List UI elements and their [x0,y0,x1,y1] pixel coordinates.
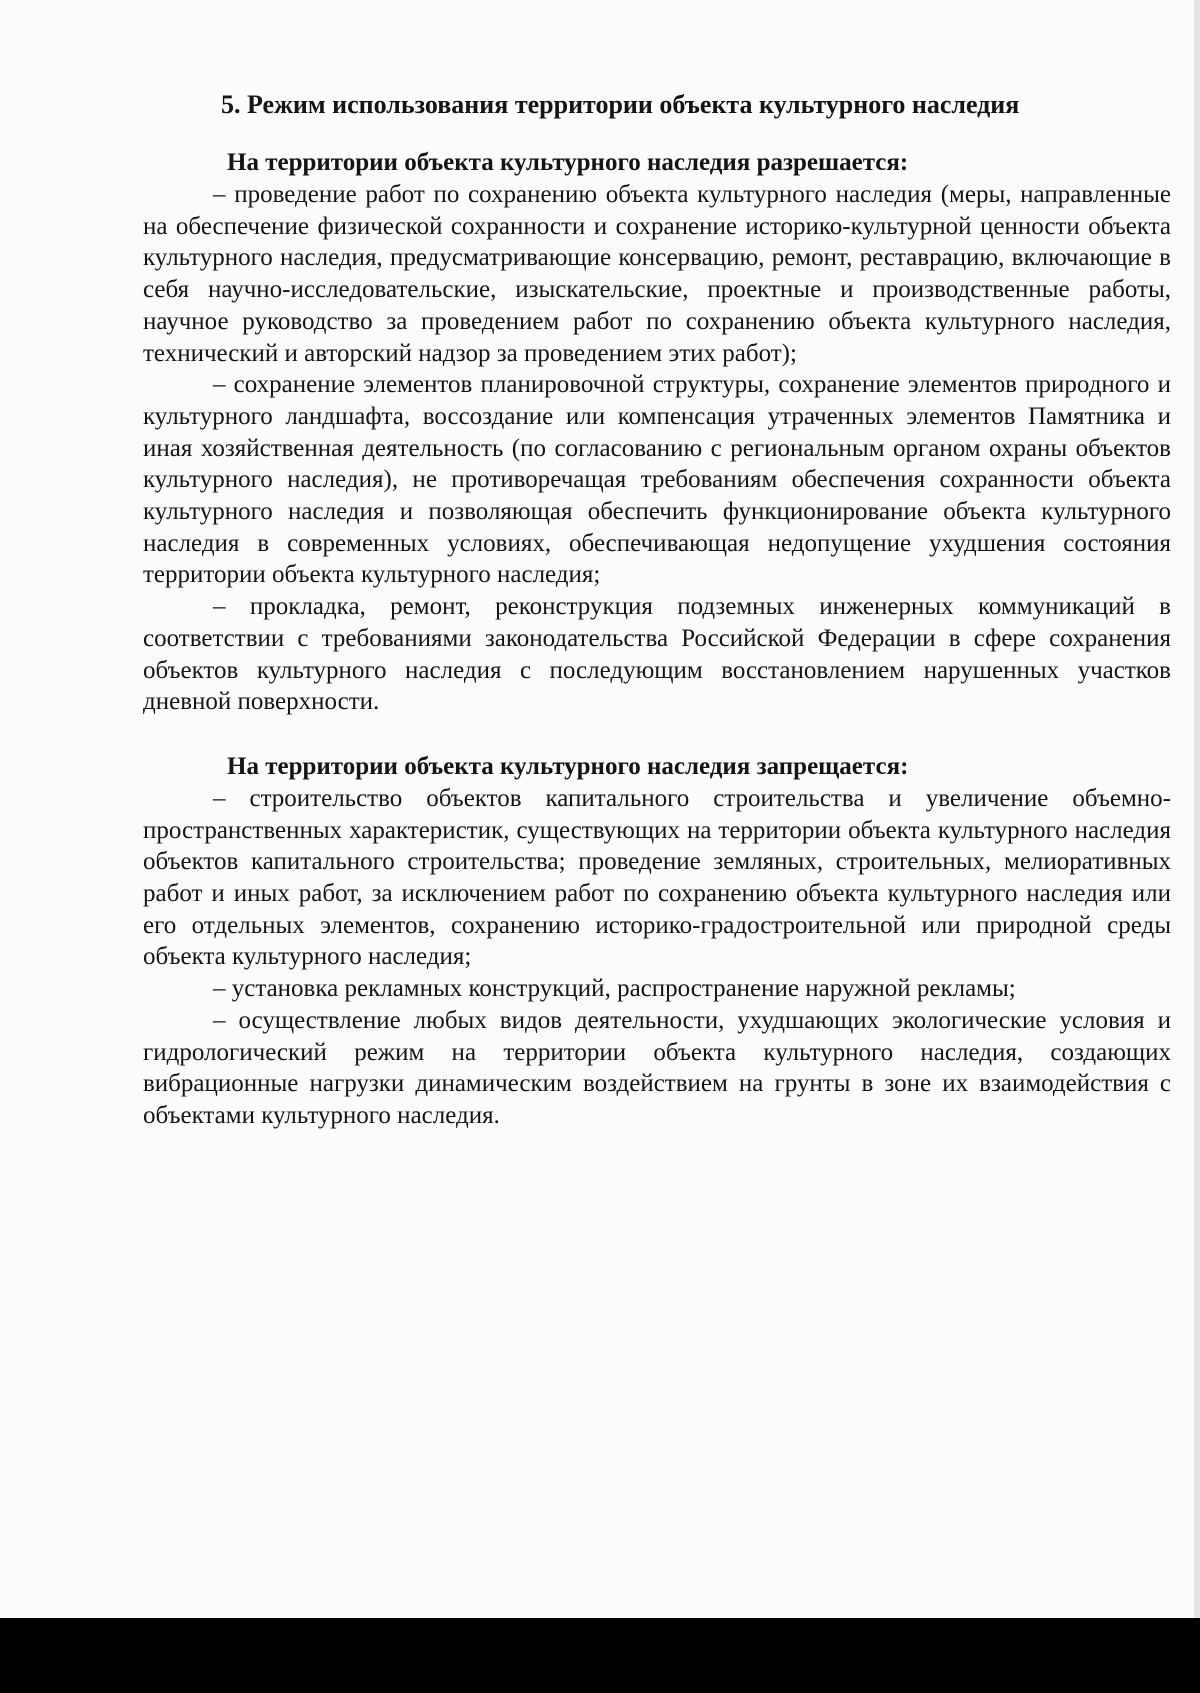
scan-right-edge [1194,0,1200,1618]
scan-bottom-border [0,1618,1200,1693]
section-title: 5. Режим использования территории объекта культурного наследия [221,90,1020,119]
allowed-item-3: – прокладка, ремонт, реконструкция подземных инженерных коммуникаций в соответствии с требованиями законодательства Российской Федерации в сфере сохранения объектов культурного наследия с последующим восстановлением нарушенных участков дневной поверхности. [143,593,1171,716]
section-gap [143,718,1171,751]
forbidden-item-1: – строительство объектов капитального строительства и увеличение объемно-пространственных характеристик, существующих на территории объекта культурного наследия объектов капитального строительства; проведение земляных, строительных, мелиоративных работ и иных работ, за исключением работ по сохранению объекта культурного наследия или его отдельных элементов, сохранению историко-градостроительной или природной среды объекта культурного наследия; [143,784,1171,971]
forbidden-item-3: – осуществление любых видов деятельности, ухудшающих экологические условия и гидрологический режим на территории объекта культурного наследия, создающих вибрационные нагрузки динамическим воздействием на грунты в зоне их взаимодействия с объектами культурного наследия. [143,1006,1171,1129]
forbidden-heading: На территории объекта культурного наследия запрещается: [227,752,909,780]
forbidden-item-2: – установка рекламных конструкций, распространение наружной рекламы; [213,975,1016,1003]
allowed-item-2: – сохранение элементов планировочной структуры, сохранение элементов природного и культурного ландшафта, воссоздание или компенсация утраченных элементов Памятника и иная хозяйственная деятельность (по согласованию с региональным органом охраны объектов культурного наследия), не противоречащая требованиям обеспечения сохранности объекта культурного наследия и позволяющая обеспечить функционирование объекта культурного наследия в современных условиях, обеспечивающая недопущение ухудшения состояния территории объекта культурного наследия; [143,371,1171,589]
allowed-item-1: – проведение работ по сохранению объекта культурного наследия (меры, направленные на обеспечение физической сохранности и сохранение историко-культурной ценности объекта культурного наследия, предусматривающие консервацию, ремонт, реставрацию, включающие в себя научно-исследовательские, изыскательские, проектные и производственные работы, научное руководство за проведением работ по сохранению объекта культурного наследия, технический и авторский надзор за проведением этих работ); [143,181,1171,367]
document-body [143,85,1171,1132]
allowed-heading: На территории объекта культурного наследия разрешается: [227,149,909,176]
